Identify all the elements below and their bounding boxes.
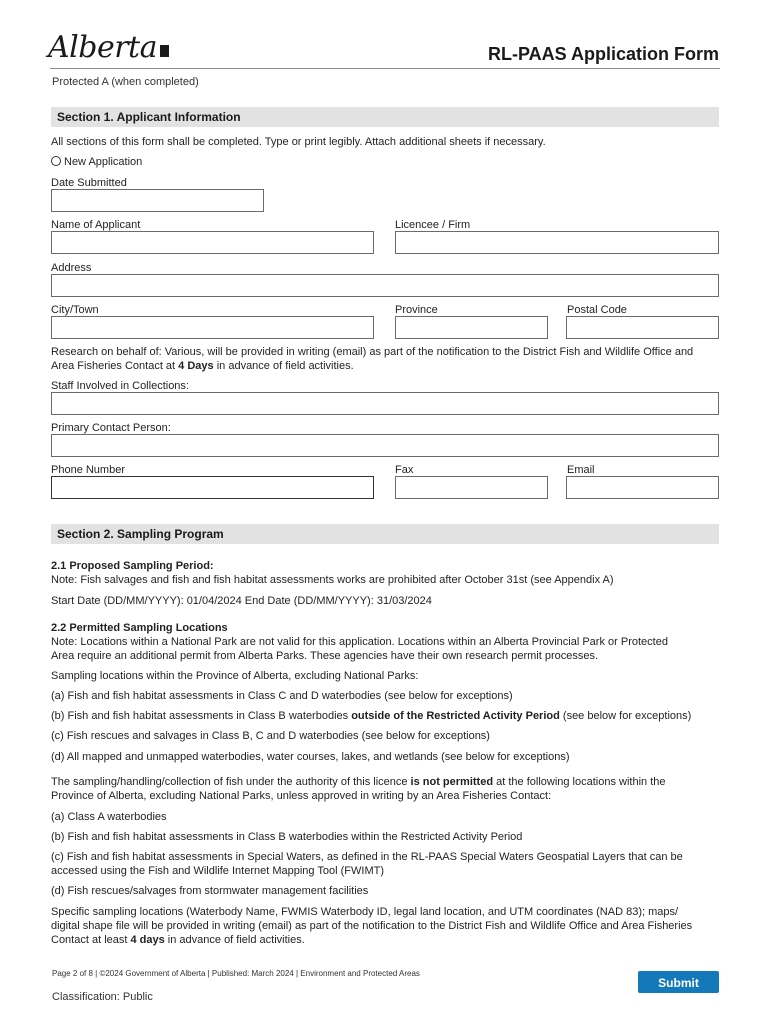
address-field[interactable] — [51, 274, 719, 297]
province-label: Province — [395, 304, 438, 316]
within-intro: Sampling locations within the Province of Alberta, excluding National Parks: — [51, 670, 419, 682]
np-post: at the following locations within the — [493, 776, 666, 788]
email-field[interactable] — [566, 476, 719, 499]
not-permitted-line1 — [51, 775, 666, 789]
radio-icon[interactable] — [51, 156, 61, 166]
section1-heading-bar — [51, 107, 719, 127]
np-item-c-line2: accessed using the Fish and Wildlife Internet Mapping Tool (FWIMT) — [51, 865, 384, 877]
staff-field[interactable] — [51, 392, 719, 415]
email-label: Email — [567, 464, 595, 476]
s22-title: 2.2 Permitted Sampling Locations — [51, 622, 228, 634]
classification-label: Classification: Public — [52, 991, 153, 1003]
new-application-label: New Application — [64, 156, 143, 168]
protected-label: Protected A (when completed) — [52, 76, 199, 88]
phone-label: Phone Number — [51, 464, 125, 476]
within-item-c: (c) Fish rescues and salvages in Class B, C and D waterbodies (see below for exceptions) — [51, 730, 490, 742]
specific-line2: digital shape file will be provided in writing (email) as part of the notification to the District Fish and Wildlife Office and Area Fisheries — [51, 920, 693, 932]
phone-field[interactable] — [51, 476, 374, 499]
research-line2-bold: 4 Days — [178, 360, 214, 372]
np-item-b: (b) Fish and fish habitat assessments in Class B waterbodies within the Restricted Activity Period — [51, 831, 523, 843]
not-permitted-line2: Province of Alberta, excluding National Parks, unless approved in writing by an Area Fisheries Contact: — [51, 790, 552, 802]
np-item-c-line1: (c) Fish and fish habitat assessments in Special Waters, as defined in the RL-PAAS Special Waters Geospatial Layers that can be — [51, 851, 683, 863]
name-field[interactable] — [51, 231, 374, 254]
sampling-dates: Start Date (DD/MM/YYYY): 01/04/2024 End Date (DD/MM/YYYY): 31/03/2024 — [51, 595, 432, 607]
research-line2-post: in advance of field activities. — [213, 360, 354, 372]
alberta-logo — [48, 30, 169, 65]
research-line1: Research on behalf of: Various, will be provided in writing (email) as part of the notification to the District Fish and Wildlife Office and — [51, 346, 694, 358]
within-item-b — [51, 709, 691, 723]
np-pre: The sampling/handling/collection of fish under the authority of this licence — [51, 776, 411, 788]
np-bold: is not permitted — [410, 776, 494, 788]
footer-page-info: Page 2 of 8 | ©2024 Government of Alberta | Published: March 2024 | Environment and Protected Areas — [52, 969, 420, 978]
np-item-d: (d) Fish rescues/salvages from stormwater management facilities — [51, 885, 369, 897]
logo-mark-icon — [160, 45, 169, 57]
licencee-label: Licencee / Firm — [395, 219, 471, 231]
city-field[interactable] — [51, 316, 374, 339]
contact-label: Primary Contact Person: — [51, 422, 171, 434]
name-label: Name of Applicant — [51, 219, 141, 231]
within-item-b-post: (see below for exceptions) — [559, 710, 692, 722]
np-item-a: (a) Class A waterbodies — [51, 811, 167, 823]
research-line2-pre: Area Fisheries Contact at — [51, 360, 179, 372]
research-note — [51, 345, 731, 373]
fax-field[interactable] — [395, 476, 548, 499]
postal-field[interactable] — [566, 316, 719, 339]
city-label: City/Town — [51, 304, 99, 316]
fax-label: Fax — [395, 464, 414, 476]
header-divider — [50, 68, 720, 69]
submit-button[interactable]: Submit — [638, 971, 719, 993]
s21-title: 2.1 Proposed Sampling Period: — [51, 560, 214, 572]
new-application-option[interactable] — [51, 155, 142, 169]
section2-heading-bar — [51, 524, 719, 544]
specific-line3-pre: Contact at least — [51, 934, 131, 946]
section1-heading: Section 1. Applicant Information — [57, 110, 241, 124]
section1-intro: All sections of this form shall be completed. Type or print legibly. Attach additional sheets if necessary. — [51, 136, 546, 148]
date-submitted-label: Date Submitted — [51, 177, 127, 189]
s22-note-line1: Note: Locations within a National Park are not valid for this application. Locations within an Alberta Provincial Park or Protected — [51, 636, 668, 648]
postal-label: Postal Code — [567, 304, 627, 316]
address-label: Address — [51, 262, 92, 274]
s22-note-line2: Area require an additional permit from Alberta Parks. These agencies have their own research permit processes. — [51, 650, 599, 662]
specific-line3-bold: 4 days — [130, 934, 165, 946]
staff-label: Staff Involved in Collections: — [51, 380, 189, 392]
s21-note: Note: Fish salvages and fish and fish habitat assessments works are prohibited after October 31st (see Appendix A) — [51, 574, 614, 586]
within-item-a: (a) Fish and fish habitat assessments in Class C and D waterbodies (see below for exceptions) — [51, 690, 513, 702]
specific-line1: Specific sampling locations (Waterbody Name, FWMIS Waterbody ID, legal land location, and UTM coordinates (NAD 83); maps/ — [51, 906, 679, 918]
within-item-b-bold: outside of the Restricted Activity Period — [351, 710, 560, 722]
specific-line3-post: in advance of field activities. — [164, 934, 305, 946]
section2-heading: Section 2. Sampling Program — [57, 527, 224, 541]
date-submitted-field[interactable] — [51, 189, 264, 212]
specific-line3 — [51, 933, 305, 947]
licencee-field[interactable] — [395, 231, 719, 254]
province-field[interactable] — [395, 316, 548, 339]
contact-field[interactable] — [51, 434, 719, 457]
form-title: RL-PAAS Application Form — [488, 44, 719, 64]
within-item-d: (d) All mapped and unmapped waterbodies, water courses, lakes, and wetlands (see below for exceptions) — [51, 751, 570, 763]
logo-text: Alberta — [48, 30, 157, 65]
within-item-b-pre: (b) Fish and fish habitat assessments in Class B waterbodies — [51, 710, 352, 722]
